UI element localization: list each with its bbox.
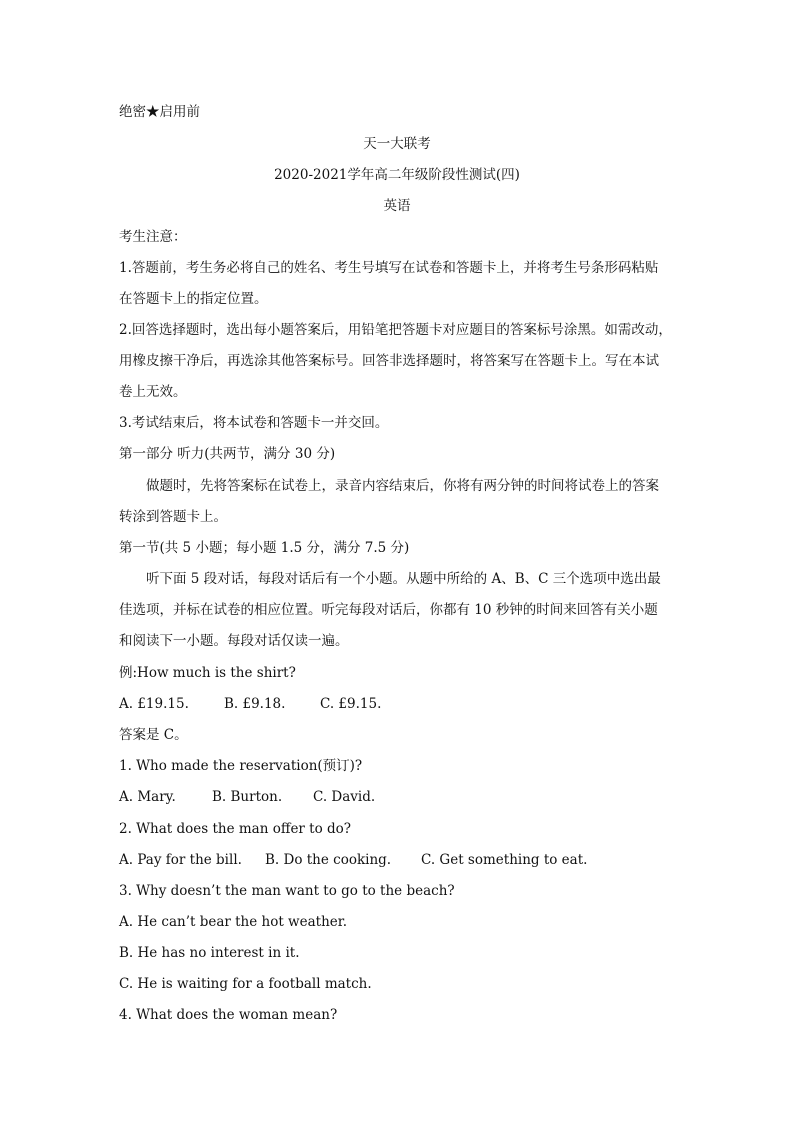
option-a: A. £19.15.: [119, 696, 189, 712]
subject-title: 英语: [383, 198, 411, 214]
example-answer: 答案是 C。: [119, 727, 188, 743]
option-c: C. David.: [313, 789, 376, 805]
exam-title: 2020-2021学年高二年级阶段性测试(四): [274, 167, 520, 183]
notice-line: 卷上无效。: [119, 384, 187, 400]
part1-heading: 第一部分 听力(共两节，满分 30 分): [119, 446, 336, 462]
question-1: 1. Who made the reservation(预订)?: [119, 758, 363, 774]
option-c: C. Get something to eat.: [421, 852, 588, 868]
example-question: 例:How much is the shirt?: [119, 665, 296, 681]
notice-line: 1.答题前，考生务必将自己的姓名、考生号填写在试卷和答题卡上，并将考生号条形码粘贴: [119, 260, 659, 276]
question-2: 2. What does the man offer to do?: [119, 821, 352, 837]
question-2-options: [119, 851, 679, 869]
part1-instruction: 做题时，先将答案标在试卷上，录音内容结束后，你将有两分钟的时间将试卷上的答案: [146, 478, 659, 494]
question-3-option-b: B. He has no interest in it.: [119, 945, 300, 961]
question-4: 4. What does the woman mean?: [119, 1007, 338, 1023]
notice-line: 2.回答选择题时，选出每小题答案后，用铅笔把答题卡对应题目的答案标号涂黑。如需改动，: [119, 322, 672, 338]
option-c: C. £9.15.: [320, 696, 382, 712]
question-1-options: [119, 788, 679, 806]
example-options: [119, 695, 679, 713]
part1-instruction: 转涂到答题卡上。: [119, 509, 227, 525]
option-a: A. Mary.: [119, 789, 176, 805]
question-3: 3. Why doesn’t the man want to go to the beach?: [119, 883, 455, 899]
section1-instruction: 和阅读下一小题。每段对话仅读一遍。: [119, 633, 349, 649]
confidential-label: 绝密★启用前: [119, 104, 200, 120]
notice-heading: 考生注意：: [119, 229, 187, 245]
option-b: B. £9.18.: [224, 696, 286, 712]
section1-heading: 第一节(共 5 小题；每小题 1.5 分，满分 7.5 分): [119, 540, 410, 556]
section1-instruction: 听下面 5 段对话，每段对话后有一个小题。从题中所给的 A、B、C 三个选项中选出最: [146, 571, 661, 587]
question-3-option-c: C. He is waiting for a football match.: [119, 976, 372, 992]
question-3-option-a: A. He can’t bear the hot weather.: [119, 914, 348, 930]
notice-line: 在答题卡上的指定位置。: [119, 291, 268, 307]
option-b: B. Do the cooking.: [265, 852, 392, 868]
section1-instruction: 佳选项，并标在试卷的相应位置。听完每段对话后，你都有 10 秒钟的时间来回答有关小题: [119, 602, 658, 618]
option-b: B. Burton.: [212, 789, 283, 805]
notice-line: 用橡皮擦干净后，再选涂其他答案标号。回答非选择题时，将答案写在答题卡上。写在本试: [119, 353, 659, 369]
notice-line: 3.考试结束后，将本试卷和答题卡一并交回。: [119, 415, 389, 431]
option-a: A. Pay for the bill.: [119, 852, 242, 868]
organization-title: 天一大联考: [363, 136, 431, 152]
